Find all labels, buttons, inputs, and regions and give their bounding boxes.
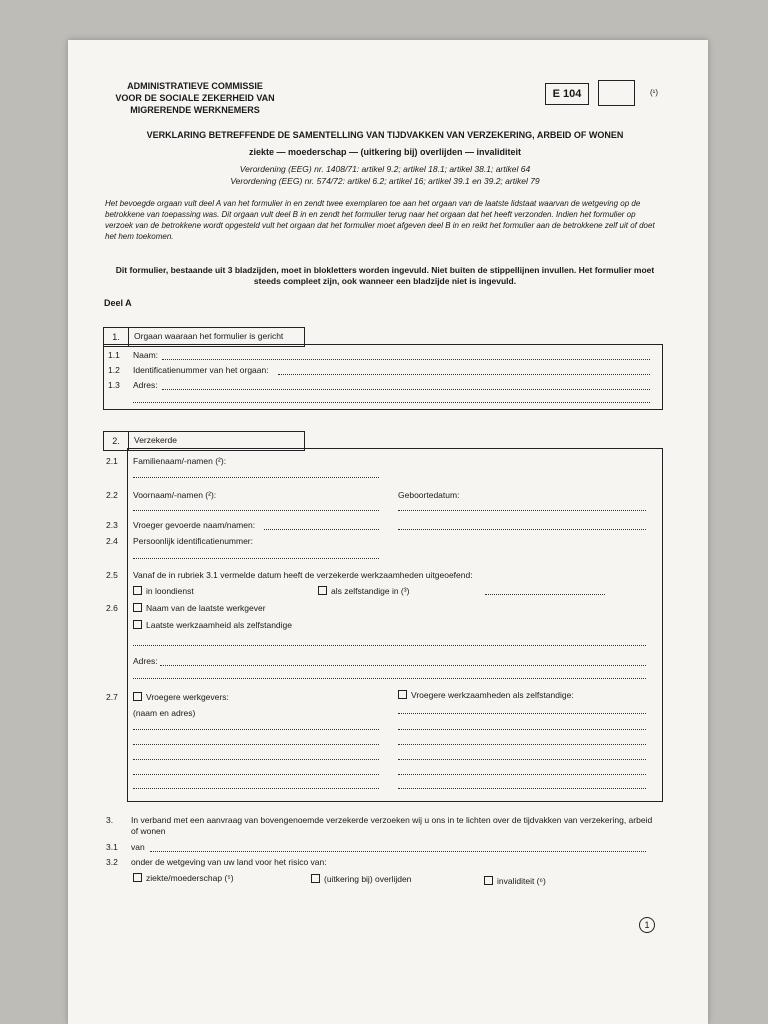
org-line-3: MIGRERENDE WERKNEMERS [130,105,260,115]
org-line-1: ADMINISTRATIEVE COMMISSIE [127,81,263,91]
identificatienummer-field[interactable] [278,374,650,375]
loondienst-checkbox[interactable] [133,586,142,595]
vroegere-werkgevers-checkbox[interactable] [133,692,142,701]
section-3-intro: In verband met een aanvraag van bovengenoemde verzekerde verzoeken wij u ons in te lichten over de tijdvakken van verzekering, arbeid of wonen [131,815,653,836]
org-line-2: VOOR DE SOCIALE ZEKERHEID VAN [115,93,275,103]
zelfstandige-option[interactable] [318,586,409,596]
vroegere-werkgevers-line[interactable] [133,729,379,730]
invaliditeit-option[interactable] [484,876,546,886]
section-3-number: 3. [106,815,114,825]
familienaam-field[interactable] [133,477,379,478]
overlijden-checkbox[interactable] [311,874,320,883]
regulation-2: Verordening (EEG) nr. 574/72: artikel 6.2; artikel 16; artikel 39.1 en 39.2; artikel 79 [230,176,540,186]
naam-label: Naam: [133,350,159,360]
country-code-box[interactable] [598,80,635,106]
vroegere-werkgevers-line[interactable] [133,788,379,789]
ziekte-option[interactable] [133,873,234,883]
vroegere-zelfstandige-line[interactable] [398,713,646,714]
item-2-6-number: 2.6 [106,603,118,613]
invaliditeit-checkbox[interactable] [484,876,493,885]
laatste-zelfstandige-label: Laatste werkzaamheid als zelfstandige [146,620,292,630]
loondienst-option[interactable] [133,586,194,596]
loondienst-label: in loondienst [146,586,194,596]
laatste-werkgever-option[interactable] [133,603,266,613]
regulation-1: Verordening (EEG) nr. 1408/71: artikel 9.2; artikel 18.1; artikel 38.1; artikel 64 [239,164,531,174]
section-1-number: 1. [104,328,129,346]
werkzaamheden-label: Vanaf de in rubriek 3.1 vermelde datum heeft de verzekerde werkzaamheden uitgeoefend: [133,570,473,580]
overlijden-option[interactable] [311,874,411,884]
item-2-3-number: 2.3 [106,520,118,530]
item-2-4-number: 2.4 [106,536,118,546]
section-2-number: 2. [104,432,129,450]
vroegere-werkgevers-line[interactable] [133,774,379,775]
ziekte-checkbox[interactable] [133,873,142,882]
werkgever-naam-field[interactable] [133,645,646,646]
adres-field-line-2[interactable] [133,402,650,403]
part-a-heading: Deel A [104,298,132,308]
section-1-frame [103,344,663,410]
persoonlijk-id-field[interactable] [133,558,379,559]
intro-text: Het bevoegde orgaan vult deel A van het formulier in en zendt twee exemplaren toe aan het orgaan van de laatste lidstaat waarvan de wetgeving op de betrokkene van toepassing was. Dit orgaan vult deel B in en zendt het formulier terug naar het orgaan dat het heeft verzonden. Indien het formulier op verzoek van de betrokkene wordt opgesteld vult het orgaan dat het formulier moet afgeven deel B in en reikt het formulier aan de betrokkene zelf uit of doet het hem toekomen. [105,199,655,241]
form-title: VERKLARING BETREFFENDE DE SAMENTELLING VAN TIJDVAKKEN VAN VERZEKERING, ARBEID OF WONEN [146,130,624,140]
vroegere-zelfstandige-line[interactable] [398,729,646,730]
zelfstandige-label: als zelfstandige in (³) [331,586,410,596]
voornaam-label: Voornaam/-namen (²): [133,490,217,500]
item-2-2-number: 2.2 [106,490,118,500]
laatste-zelfstandige-option[interactable] [133,620,292,630]
werkgever-adres-field[interactable] [160,665,646,666]
vroegere-zelfstandige-label: Vroegere werkzaamheden als zelfstandige: [411,690,574,700]
geboortedatum-field[interactable] [398,510,646,511]
vroegere-zelfstandige-line[interactable] [398,759,646,760]
laatste-werkgever-label: Naam van de laatste werkgever [146,603,266,613]
naam-adres-hint: (naam en adres) [133,708,196,718]
issuing-organization [110,80,280,116]
vroegere-zelfstandige-line[interactable] [398,788,646,789]
laatste-zelfstandige-checkbox[interactable] [133,620,142,629]
form-subtitle: ziekte — moederschap — (uitkering bij) overlijden — invaliditeit [248,147,522,157]
werkgever-adres-label: Adres: [133,656,158,666]
vroegere-werkgevers-label: Vroegere werkgevers: [146,692,229,702]
item-1-3-number: 1.3 [108,380,120,390]
footnote-ref: (¹) [650,88,658,97]
geboortedatum-label: Geboortedatum: [398,490,460,500]
item-2-7-number: 2.7 [106,692,118,702]
identificatienummer-label: Identificatienummer van het orgaan: [133,365,269,375]
page-number: 1 [639,917,655,933]
vroegere-werkgevers-option[interactable] [133,692,229,702]
familienaam-label: Familienaam/-namen (²): [133,456,227,466]
vroegere-naam-field-2[interactable] [398,529,646,530]
item-1-1-number: 1.1 [108,350,120,360]
invaliditeit-label: invaliditeit (⁶) [497,876,546,886]
item-3-1-number: 3.1 [106,842,118,852]
risico-label: onder de wetgeving van uw land voor het risico van: [131,857,327,867]
voornaam-field[interactable] [133,510,379,511]
item-3-2-number: 3.2 [106,857,118,867]
naam-field[interactable] [162,359,650,360]
vroegere-werkgevers-line[interactable] [133,744,379,745]
laatste-werkgever-checkbox[interactable] [133,603,142,612]
item-2-1-number: 2.1 [106,456,118,466]
van-field[interactable] [150,851,646,852]
section-2-title: Verzekerde [134,435,177,445]
vroegere-zelfstandige-checkbox[interactable] [398,690,407,699]
vroegere-naam-field[interactable] [264,529,379,530]
werkgever-adres-field-2[interactable] [133,678,646,679]
vroegere-werkgevers-line[interactable] [133,759,379,760]
zelfstandige-checkbox[interactable] [318,586,327,595]
persoonlijk-id-label: Persoonlijk identificatienummer: [133,536,253,546]
zelfstandige-land-field[interactable] [485,594,605,595]
instruction-text: Dit formulier, bestaande uit 3 bladzijden, moet in blokletters worden ingevuld. Niet buiten de stippellijnen invullen. Het formulier moet steeds compleet zijn, ook wanneer een bladzijde niet is ingevuld. [115,265,655,286]
adres-label: Adres: [133,380,158,390]
vroegere-zelfstandige-line[interactable] [398,744,646,745]
vroegere-zelfstandige-option[interactable] [398,690,574,700]
form-code: E 104 [545,83,589,105]
vroegere-zelfstandige-line[interactable] [398,774,646,775]
ziekte-label: ziekte/moederschap (⁵) [146,873,234,883]
item-2-5-number: 2.5 [106,570,118,580]
adres-field[interactable] [162,389,650,390]
section-1-title: Orgaan waaraan het formulier is gericht [134,331,284,341]
overlijden-label: (uitkering bij) overlijden [324,874,412,884]
van-label: van [131,842,145,852]
vroegere-naam-label: Vroeger gevoerde naam/namen: [133,520,256,530]
item-1-2-number: 1.2 [108,365,120,375]
